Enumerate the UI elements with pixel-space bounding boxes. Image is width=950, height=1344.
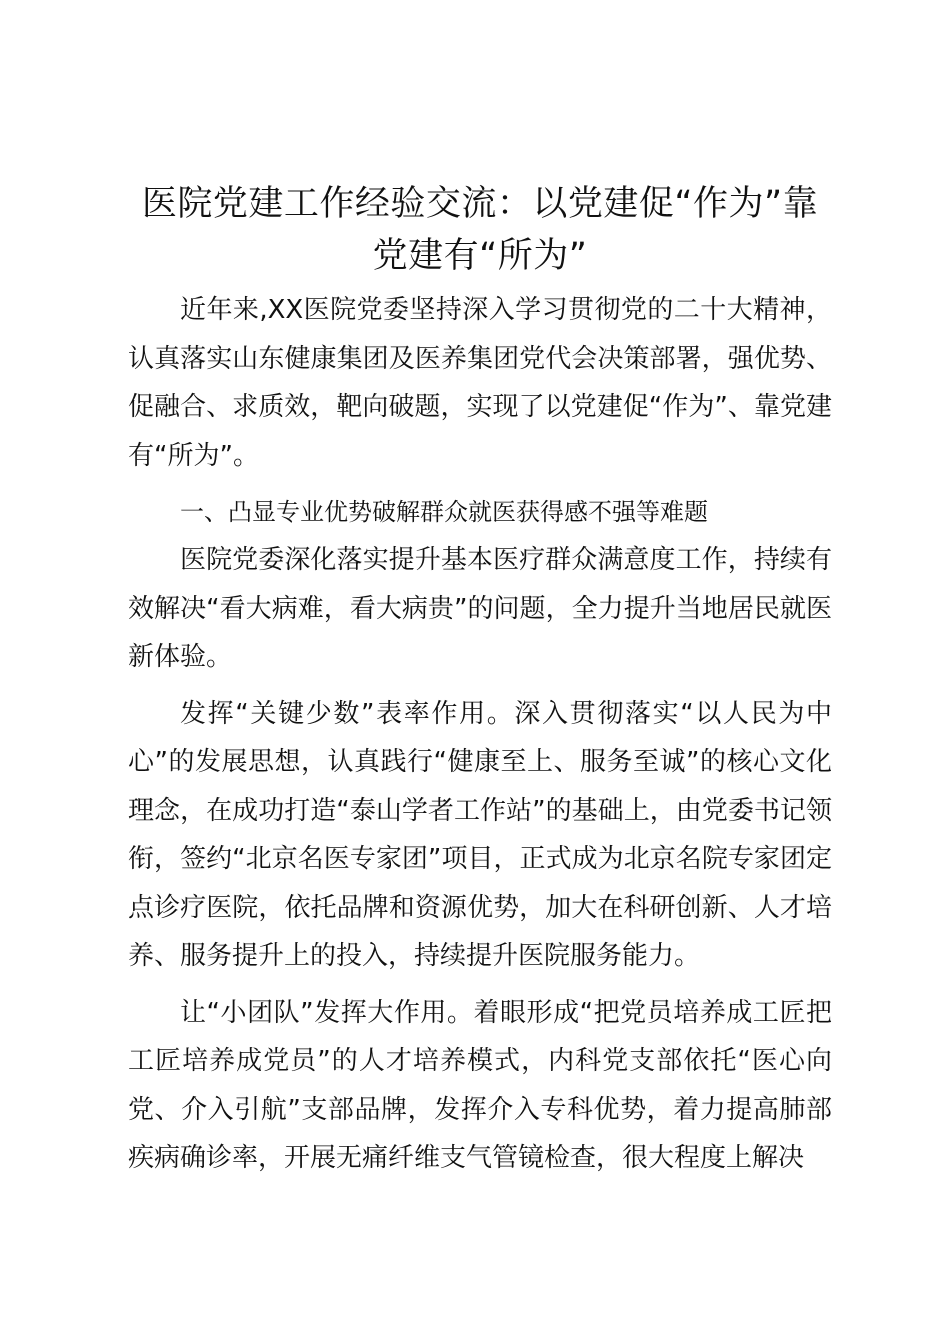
body-paragraph: 发挥“关键少数”表率作用。深入贯彻落实“以人民为中心”的发展思想，认真践行“健康至上、服务至诚”的核心文化理念，在成功打造“泰山学者工作站”的基础上，由党委书记领衔，签约“北京名医专家团”项目，正式成为北京名院专家团定点诊疗医院，依托品牌和资源优势，加大在科研创新、人才培养、服务提升上的投入，持续提升医院服务能力。 bbox=[128, 698, 832, 971]
document-title: 医院党建工作经验交流：以党建促“作为”靠党建有“所为” bbox=[141, 184, 819, 276]
section-heading: 一、凸显专业优势破解群众就医获得感不强等难题 bbox=[180, 498, 708, 526]
intro-paragraph: 近年来,XX医院党委坚持深入学习贯彻党的二十大精神，认真落实山东健康集团及医养集团党代会决策部署，强优势、促融合、求质效，靶向破题，实现了以党建促“作为”、靠党建有“所为”。 bbox=[128, 295, 832, 471]
body-paragraph: 让“小团队”发挥大作用。着眼形成“把党员培养成工匠把工匠培养成党员”的人才培养模式，内科党支部依托“医心向党、介入引航”支部品牌，发挥介入专科优势，着力提高肺部疾病确诊率，开展无痛纤维支气管镜检查，很大程度上解决 bbox=[128, 997, 832, 1173]
body-paragraph: 医院党委深化落实提升基本医疗群众满意度工作，持续有效解决“看大病难，看大病贵”的问题，全力提升当地居民就医新体验。 bbox=[128, 545, 832, 672]
document-body bbox=[128, 178, 832, 1183]
